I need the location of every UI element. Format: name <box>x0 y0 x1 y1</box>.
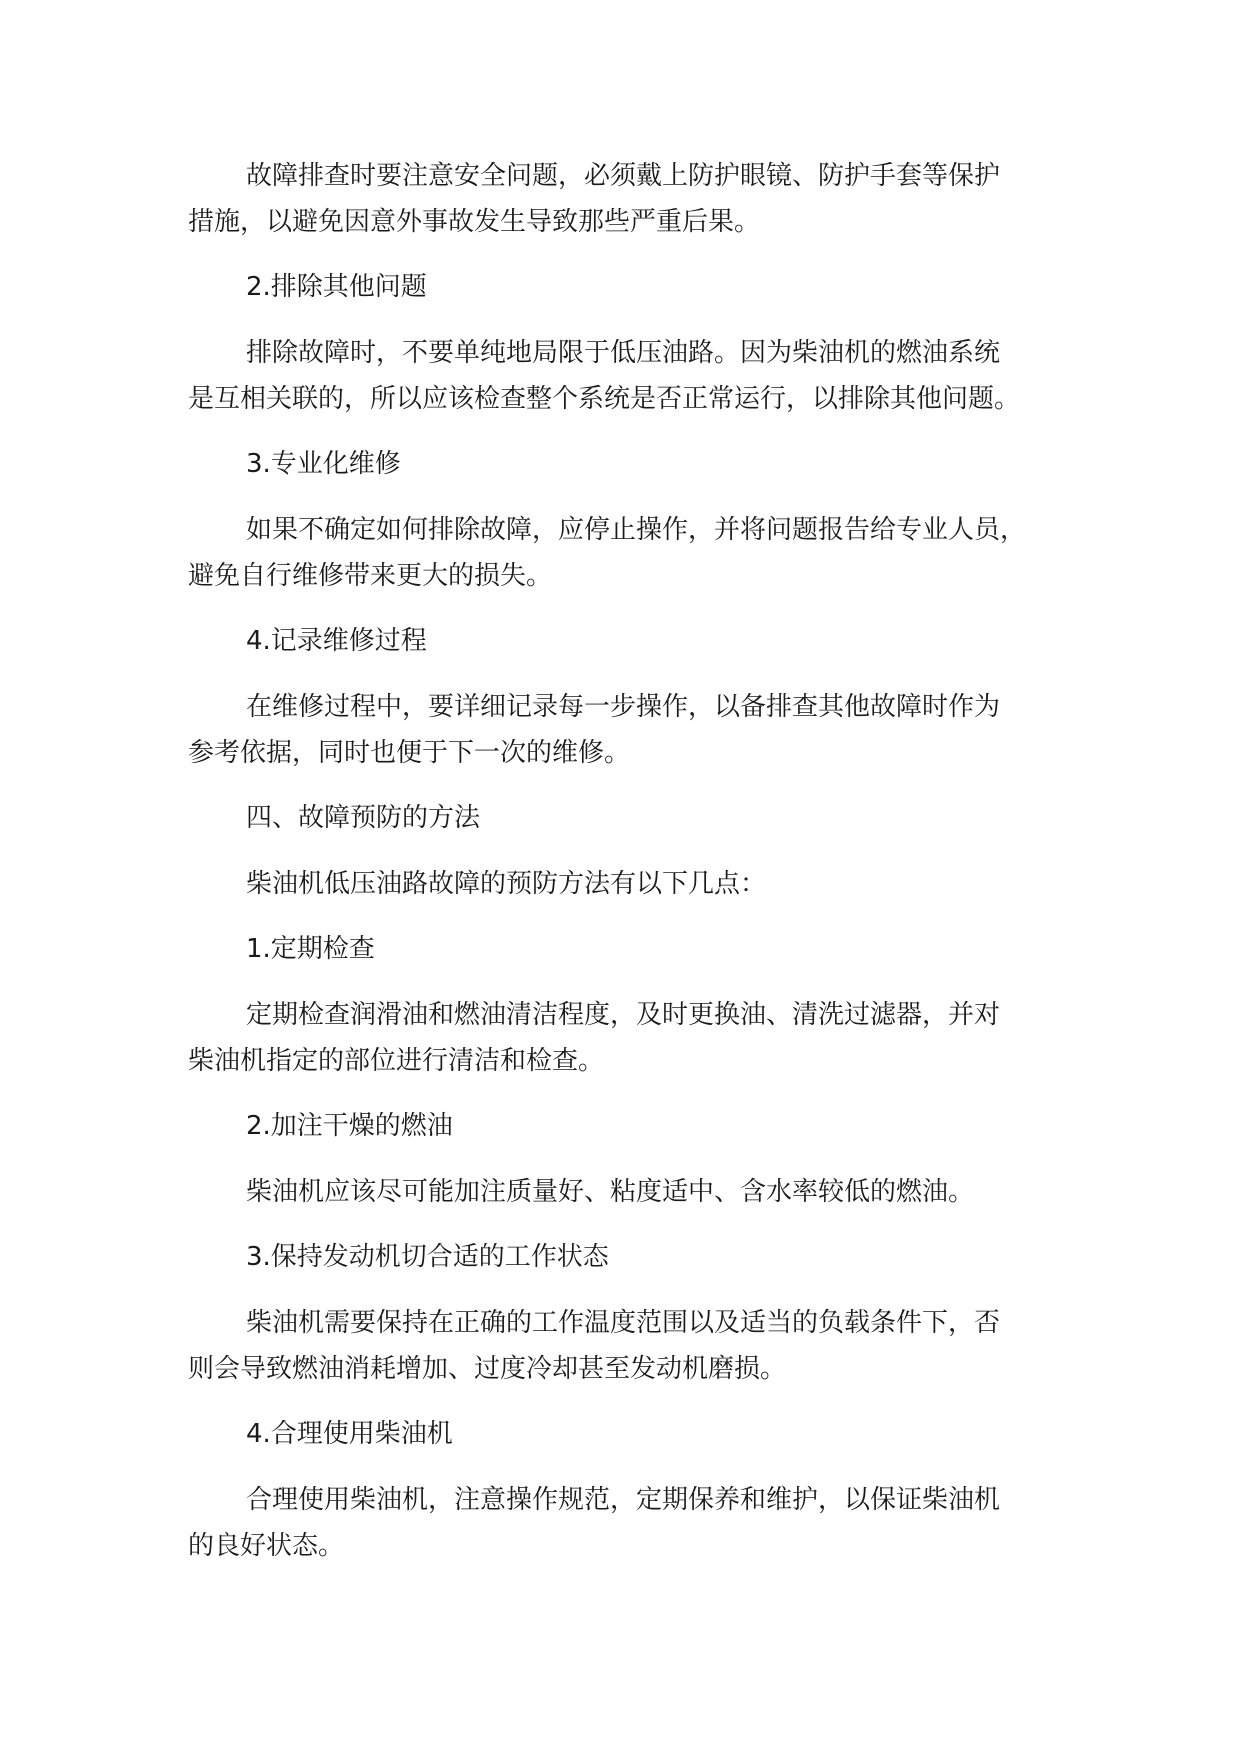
paragraph-eliminate-line-1: 排除故障时，不要单纯地局限于低压油路。因为柴油机的燃油系统 <box>246 338 1001 368</box>
paragraph-professional-line-1: 如果不确定如何排除故障，应停止操作，并将问题报告给专业人员， <box>246 515 1027 545</box>
paragraph-dry-fuel-line-1: 柴油机应该尽可能加注质量好、粘度适中、含水率较低的燃油。 <box>246 1177 975 1207</box>
paragraph-eliminate-line-2: 是互相关联的，所以应该检查整个系统是否正常运行，以排除其他问题。 <box>188 384 1021 414</box>
paragraph-safety-line-1: 故障排查时要注意安全问题，必须戴上防护眼镜、防护手套等保护 <box>246 161 1001 191</box>
paragraph-professional-line-2: 避免自行维修带来更大的损失。 <box>188 561 553 591</box>
paragraph-record-line-1: 在维修过程中，要详细记录每一步操作，以备排查其他故障时作为 <box>246 692 1001 722</box>
paragraph-working-state-line-1: 柴油机需要保持在正确的工作温度范围以及适当的负载条件下，否 <box>246 1308 1001 1338</box>
heading-eliminate-other-issues: 2.排除其他问题 <box>246 272 427 302</box>
heading-professional-repair: 3.专业化维修 <box>246 449 401 479</box>
paragraph-proper-use-line-1: 合理使用柴油机，注意操作规范，定期保养和维护，以保证柴油机 <box>246 1485 1001 1515</box>
section-intro: 柴油机低压油路故障的预防方法有以下几点： <box>246 869 767 899</box>
paragraph-inspection-line-1: 定期检查润滑油和燃油清洁程度，及时更换油、清洗过滤器，并对 <box>246 1000 1001 1030</box>
paragraph-working-state-line-2: 则会导致燃油消耗增加、过度冷却甚至发动机磨损。 <box>188 1354 787 1384</box>
paragraph-record-line-2: 参考依据，同时也便于下一次的维修。 <box>188 738 631 768</box>
paragraph-inspection-line-2: 柴油机指定的部位进行清洁和检查。 <box>188 1046 605 1076</box>
heading-regular-inspection: 1.定期检查 <box>246 934 375 964</box>
heading-dry-fuel: 2.加注干燥的燃油 <box>246 1111 453 1141</box>
heading-proper-use: 4.合理使用柴油机 <box>246 1419 453 1449</box>
paragraph-proper-use-line-2: 的良好状态。 <box>188 1531 345 1561</box>
paragraph-safety-line-2: 措施，以避免因意外事故发生导致那些严重后果。 <box>188 207 761 237</box>
heading-record-repair: 4.记录维修过程 <box>246 626 427 656</box>
section-heading-prevention: 四、故障预防的方法 <box>246 803 481 833</box>
heading-working-state: 3.保持发动机切合适的工作状态 <box>246 1242 609 1272</box>
